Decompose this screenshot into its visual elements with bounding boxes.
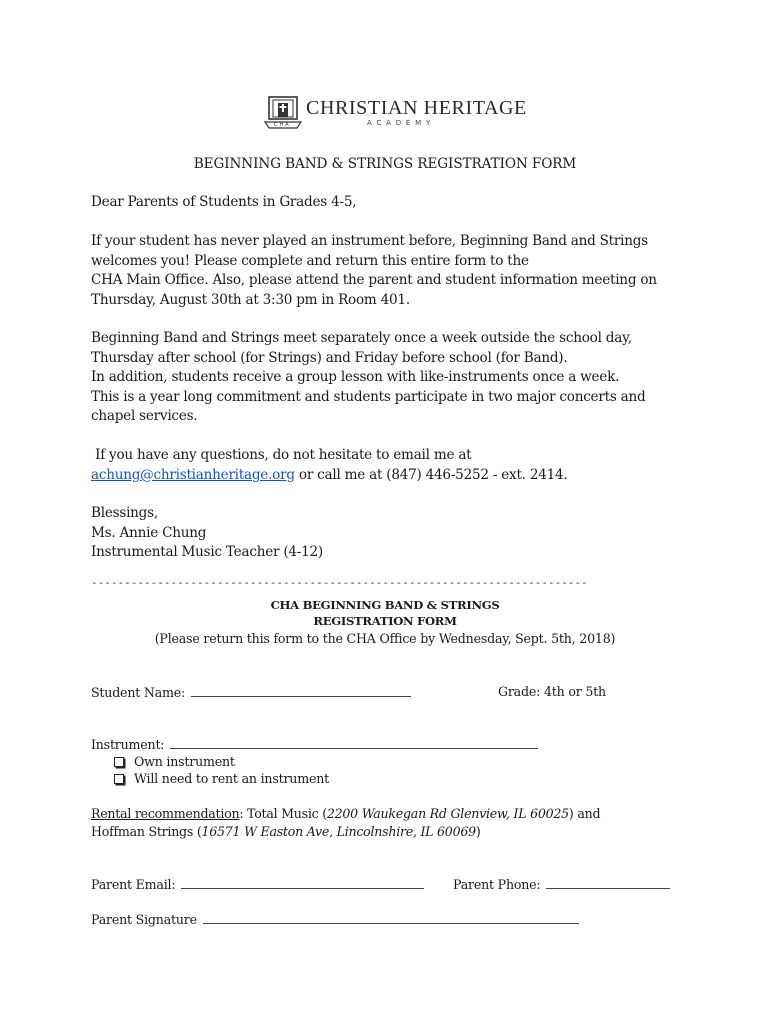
page-title: BEGINNING BAND & STRINGS REGISTRATION FORM bbox=[193, 156, 577, 172]
option-label: Will need to rent an instrument bbox=[134, 771, 329, 786]
logo-initials: CHA bbox=[274, 122, 291, 128]
paragraph-line: This is a year long commitment and students participate in two major concerts and bbox=[91, 388, 646, 405]
rental-recommendation-line-2 bbox=[91, 824, 481, 839]
contact-line-2 bbox=[91, 466, 681, 486]
parent-phone-label: Parent Phone: bbox=[453, 877, 545, 892]
paragraph-line: Beginning Band and Strings meet separately once a week outside the school day, bbox=[91, 330, 632, 346]
cut-line-separator: --------------------------------------------------------------------------- bbox=[91, 576, 588, 589]
parent-signature-blank[interactable] bbox=[203, 911, 579, 924]
option-label: Own instrument bbox=[134, 754, 235, 769]
teacher-title: Instrumental Music Teacher (4-12) bbox=[91, 544, 323, 560]
logo-name: CHRISTIAN HERITAGE bbox=[306, 97, 527, 119]
parent-email-label: Parent Email: bbox=[91, 877, 180, 892]
paragraph-line: welcomes you! Please complete and return this entire form to the bbox=[91, 252, 529, 269]
grade-label[interactable]: Grade: 4th or 5th bbox=[498, 684, 606, 699]
rental-text: ) bbox=[475, 824, 481, 839]
parent-signature-label: Parent Signature bbox=[91, 912, 201, 927]
paragraph-line: Thursday after school (for Strings) and Friday before school (for Band). bbox=[91, 349, 568, 366]
instrument-field[interactable] bbox=[91, 736, 538, 752]
paragraph-line: If your student has never played an instrument before, Beginning Band and Strings bbox=[91, 233, 648, 249]
hoffman-strings-address: 16571 W Easton Ave, Lincolnshire, IL 60069 bbox=[201, 824, 476, 839]
teacher-email-link[interactable]: achung@christianheritage.org bbox=[91, 466, 295, 483]
rental-label: Rental recommendation bbox=[91, 806, 240, 821]
form-return-note: (Please return this form to the CHA Office by Wednesday, Sept. 5th, 2018) bbox=[154, 631, 616, 646]
paragraph-line: chapel services. bbox=[91, 408, 198, 424]
own-instrument-option[interactable] bbox=[114, 754, 235, 769]
parent-phone-blank[interactable] bbox=[546, 876, 670, 889]
form-title-line-1: CHA BEGINNING BAND & STRINGS bbox=[270, 598, 500, 612]
checkbox-icon[interactable] bbox=[114, 757, 124, 767]
checkbox-icon[interactable] bbox=[114, 774, 124, 784]
parent-phone-field[interactable] bbox=[453, 876, 670, 892]
parent-signature-field[interactable] bbox=[91, 911, 579, 927]
phone-text: or call me at (847) 446-5252 - ext. 2414. bbox=[294, 466, 568, 483]
paragraph-line: In addition, students receive a group lesson with like-instruments once a week. bbox=[91, 369, 620, 385]
parent-email-field[interactable] bbox=[91, 876, 424, 892]
rental-text: ) and bbox=[568, 806, 601, 821]
logo-subtitle: ACADEMY bbox=[367, 119, 436, 127]
contact-paragraph bbox=[91, 446, 681, 485]
signoff-line: Blessings, bbox=[91, 505, 158, 521]
schedule-paragraph bbox=[91, 329, 681, 427]
parent-email-blank[interactable] bbox=[181, 876, 424, 889]
contact-line: If you have any questions, do not hesitate to email me at bbox=[91, 447, 472, 463]
instrument-label: Instrument: bbox=[91, 737, 169, 752]
rent-instrument-option[interactable] bbox=[114, 771, 329, 786]
rental-text: : Total Music ( bbox=[239, 806, 327, 821]
teacher-name: Ms. Annie Chung bbox=[91, 524, 207, 541]
total-music-address: 2200 Waukegan Rd Glenview, IL 60025 bbox=[326, 806, 569, 821]
rental-text: Hoffman Strings ( bbox=[91, 824, 202, 839]
paragraph-line: Thursday, August 30th at 3:30 pm in Room 401. bbox=[91, 291, 410, 308]
greeting bbox=[91, 193, 681, 213]
signoff bbox=[91, 504, 681, 563]
school-logo bbox=[263, 93, 527, 137]
student-name-field[interactable] bbox=[91, 684, 411, 700]
paragraph-line: CHA Main Office. Also, please attend the parent and student information meeting on bbox=[91, 272, 657, 288]
school-crest-icon bbox=[263, 93, 303, 135]
intro-paragraph bbox=[91, 232, 681, 310]
instrument-blank[interactable] bbox=[170, 736, 538, 749]
rental-recommendation-line-1 bbox=[91, 806, 600, 821]
student-name-label: Student Name: bbox=[91, 685, 189, 700]
form-title-line-2: REGISTRATION FORM bbox=[313, 614, 457, 628]
student-name-blank[interactable] bbox=[191, 684, 411, 697]
greeting-text: Dear Parents of Students in Grades 4-5, bbox=[91, 194, 357, 210]
